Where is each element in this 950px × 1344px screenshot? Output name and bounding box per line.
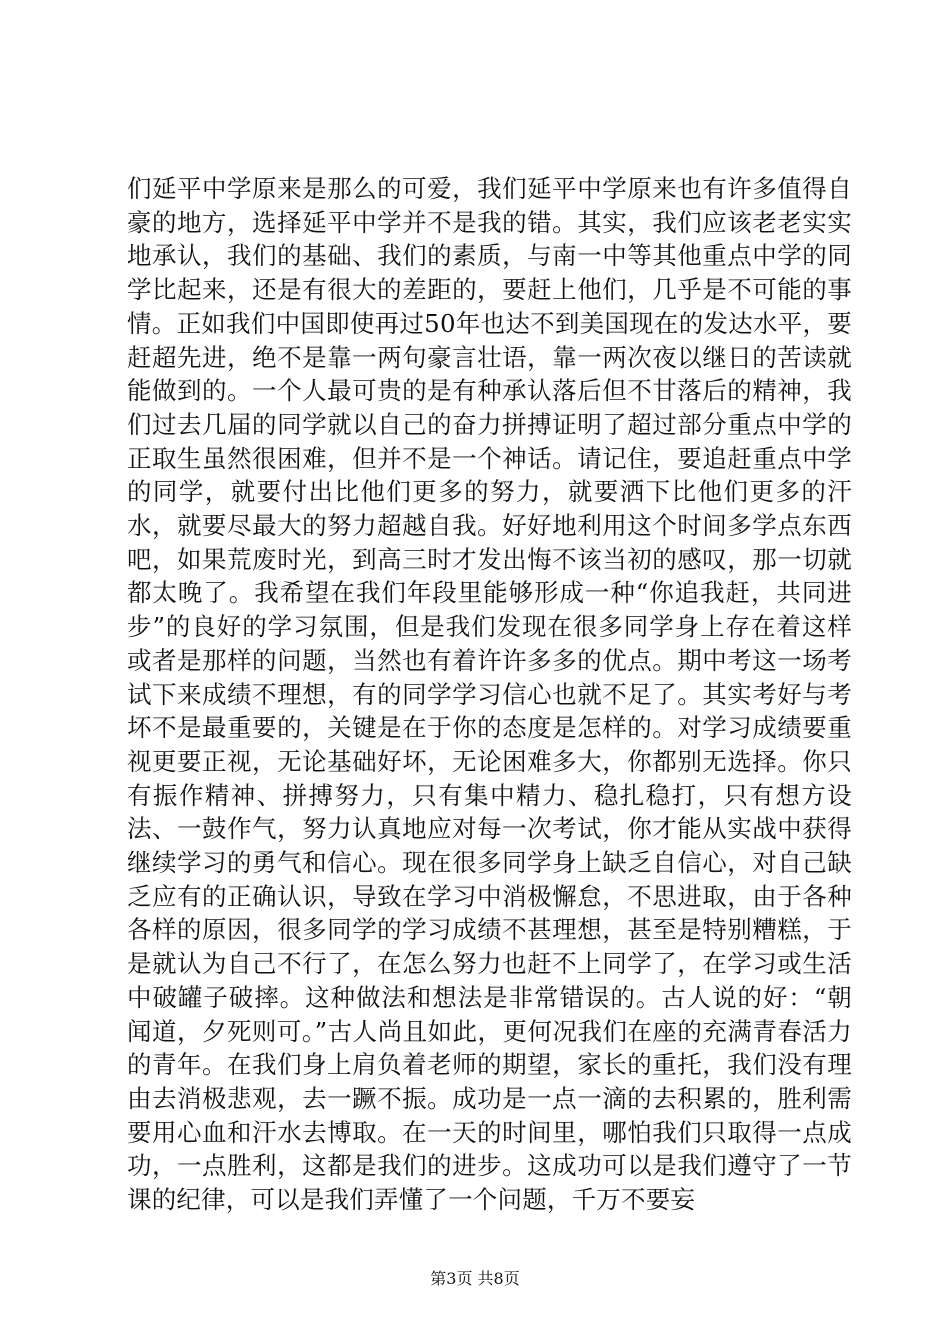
page-number-footer: 第3页 共8页	[430, 1269, 520, 1288]
body-paragraph: 们延平中学原来是那么的可爱，我们延平中学原来也有许多值得自豪的地方，选择延平中学并不是我的错。其实，我们应该老老实实地承认，我们的基础、我们的素质，与南一中等其他重点中学的同学比起来，还是有很大的差距的，要赶上他们，几乎是不可能的事情。正如我们中国即使再过50年也达不到美国现在的发达水平，要赶超先进，绝不是靠一两句豪言壮语，靠一两次夜以继日的苦读就能做到的。一个人最可贵的是有种承认落后但不甘落后的精神，我们过去几届的同学就以自己的奋力拼搏证明了超过部分重点中学的正取生虽然很困难，但并不是一个神话。请记住，要追赶重点中学的同学，就要付出比他们更多的努力，就要洒下比他们更多的汗水，就要尽最大的努力超越自我。好好地利用这个时间多学点东西吧，如果荒废时光，到高三时才发出悔不该当初的感叹，那一切就都太晚了。我希望在我们年段里能够形成一种“你追我赶，共同进步”的良好的学习氛围，但是我们发现在很多同学身上存在着这样或者是那样的问题，当然也有着许许多多的优点。期中考这一场考试下来成绩不理想，有的同学学习信心也就不足了。其实考好与考坏不是最重要的，关键是在于你的态度是怎样的。对学习成绩要重视更要正视，无论基础好坏，无论困难多大，你都别无选择。你只有振作精神、拼搏努力，只有集中精力、稳扎稳打，只有想方设法、一鼓作气，努力认真地应对每一次考试，你才能从实战中获得继续学习的勇气和信心。现在很多同学身上缺乏自信心，对自己缺乏应有的正确认识，导致在学习中消极懈怠，不思进取，由于各种各样的原因，很多同学的学习成绩不甚理想，甚至是特别糟糕，于是就认为自己不行了，在怎么努力也赶不上同学了，在学习或生活中破罐子破摔。这种做法和想法是非常错误的。古人说的好：“朝闻道，夕死则可。”古人尚且如此，更何况我们在座的充满青春活力的青年。在我们身上肩负着老师的期望，家长的重托，我们没有理由去消极悲观，去一蹶不振。成功是一点一滴的去积累的，胜利需要用心血和汗水去博取。在一天的时间里，哪怕我们只取得一点成功，一点胜利，这都是我们的进步。这成功可以是我们遵守了一节课的纪律，可以是我们弄懂了一个问题，千万不要妄	[127, 174, 852, 1215]
